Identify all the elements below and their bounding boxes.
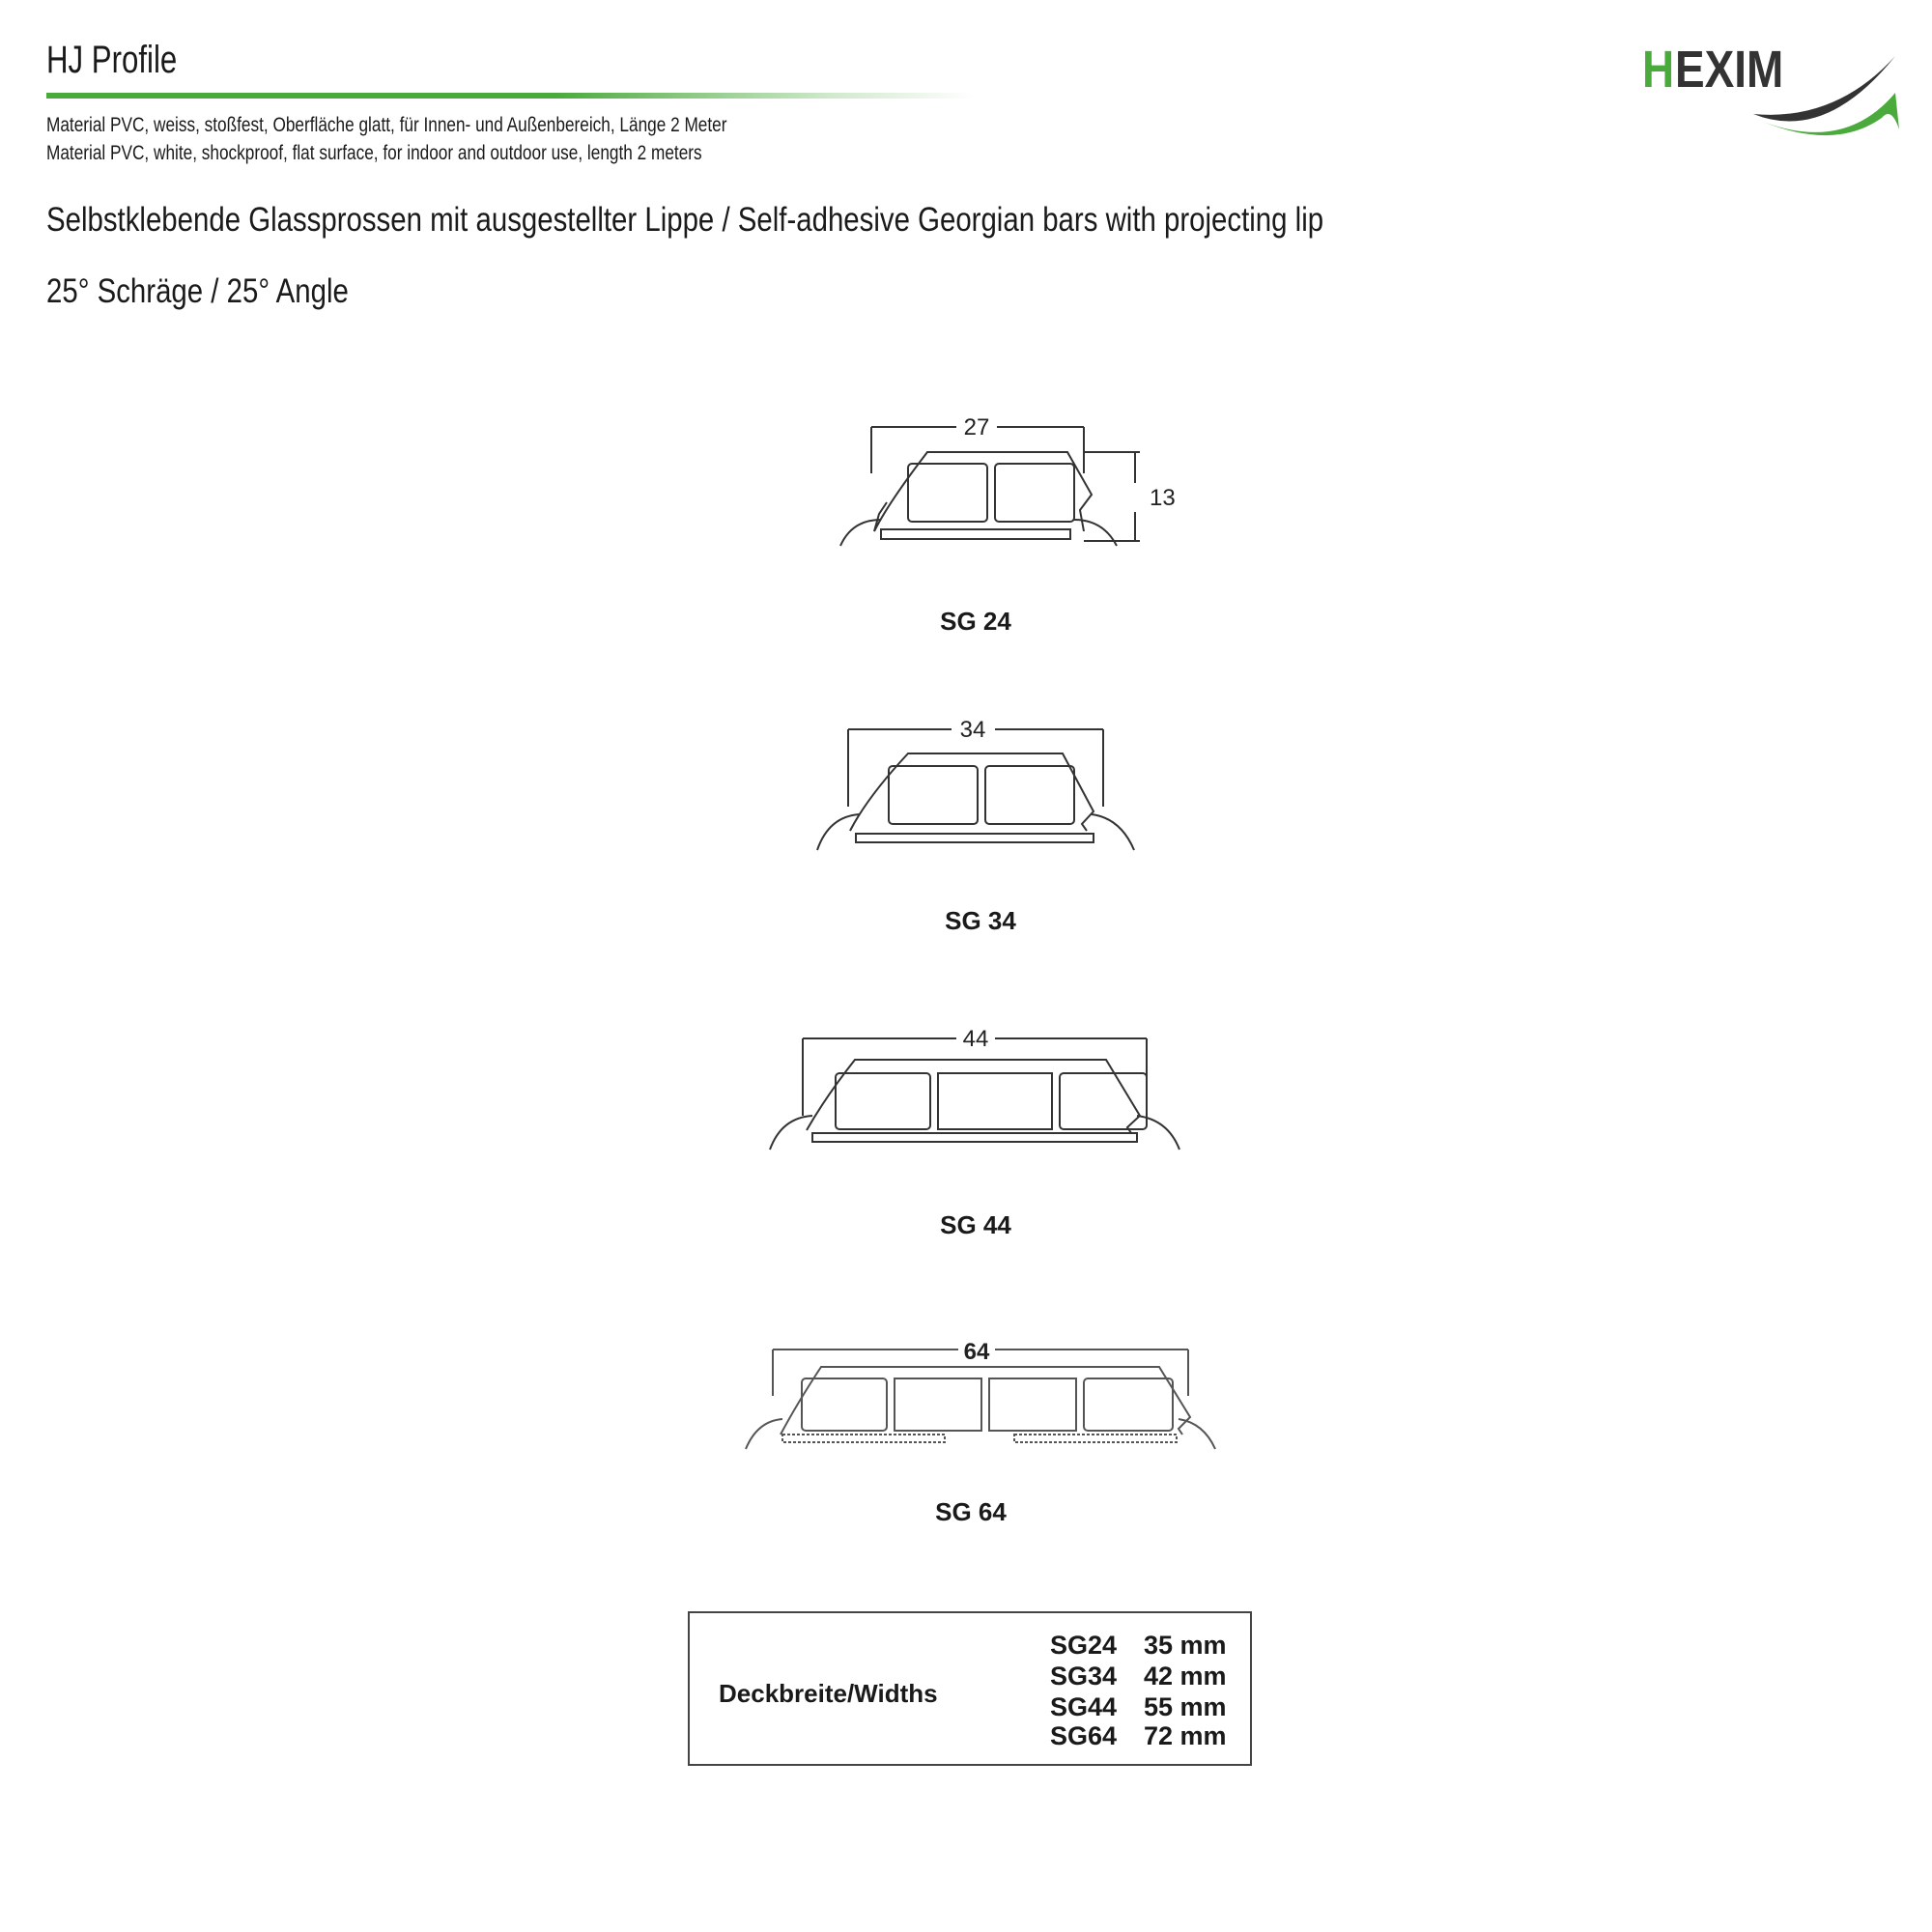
dim-width-label: 27 [963, 414, 990, 440]
width-code-sg34: SG34 [1049, 1662, 1117, 1690]
profile-drawing-sg64 [744, 1328, 1217, 1463]
angle-spec: 25° Schräge / 25° Angle [46, 272, 349, 310]
dim-height-label: 13 [1150, 485, 1176, 511]
width-code-sg44: SG44 [1049, 1692, 1117, 1721]
dim-width-label: 64 [963, 1339, 990, 1365]
logo-letter-h: H [1642, 40, 1675, 99]
dim-width-label: 34 [959, 717, 986, 743]
title-divider [46, 93, 974, 99]
dim-width-label: 44 [962, 1026, 989, 1052]
profile-label-sg64: SG 64 [935, 1497, 1007, 1526]
material-description-de: Material PVC, weiss, stoßfest, Oberfläche glatt, für Innen- und Außenbereich, Länge 2 Meter [46, 114, 727, 136]
width-code-sg64: SG64 [1049, 1721, 1117, 1750]
width-code-sg24: SG24 [1049, 1631, 1117, 1660]
widths-table [688, 1611, 1252, 1766]
profile-drawing-sg24 [831, 406, 1179, 580]
profile-label-sg34: SG 34 [945, 906, 1016, 935]
profile-label-sg24: SG 24 [940, 607, 1011, 636]
widths-table-label: Deckbreite/Widths [719, 1679, 938, 1708]
logo-swoosh-green [1763, 93, 1899, 135]
width-value-sg34: 42 mm [1144, 1662, 1227, 1690]
profile-drawing-sg44 [768, 1019, 1183, 1174]
width-value-sg64: 72 mm [1144, 1721, 1227, 1750]
profile-label-sg44: SG 44 [940, 1210, 1011, 1239]
logo-letters: EXIM [1675, 40, 1784, 99]
product-subtitle: Selbstklebende Glassprossen mit ausgestellter Lippe / Self-adhesive Georgian bars with projecting lip [46, 201, 1324, 239]
width-value-sg44: 55 mm [1144, 1692, 1227, 1721]
profile-drawing-sg34 [811, 710, 1140, 874]
width-value-sg24: 35 mm [1144, 1631, 1227, 1660]
page-title: HJ Profile [46, 39, 178, 81]
hexim-logo [1642, 29, 1903, 145]
material-description-en: Material PVC, white, shockproof, flat surface, for indoor and outdoor use, length 2 meters [46, 142, 702, 164]
